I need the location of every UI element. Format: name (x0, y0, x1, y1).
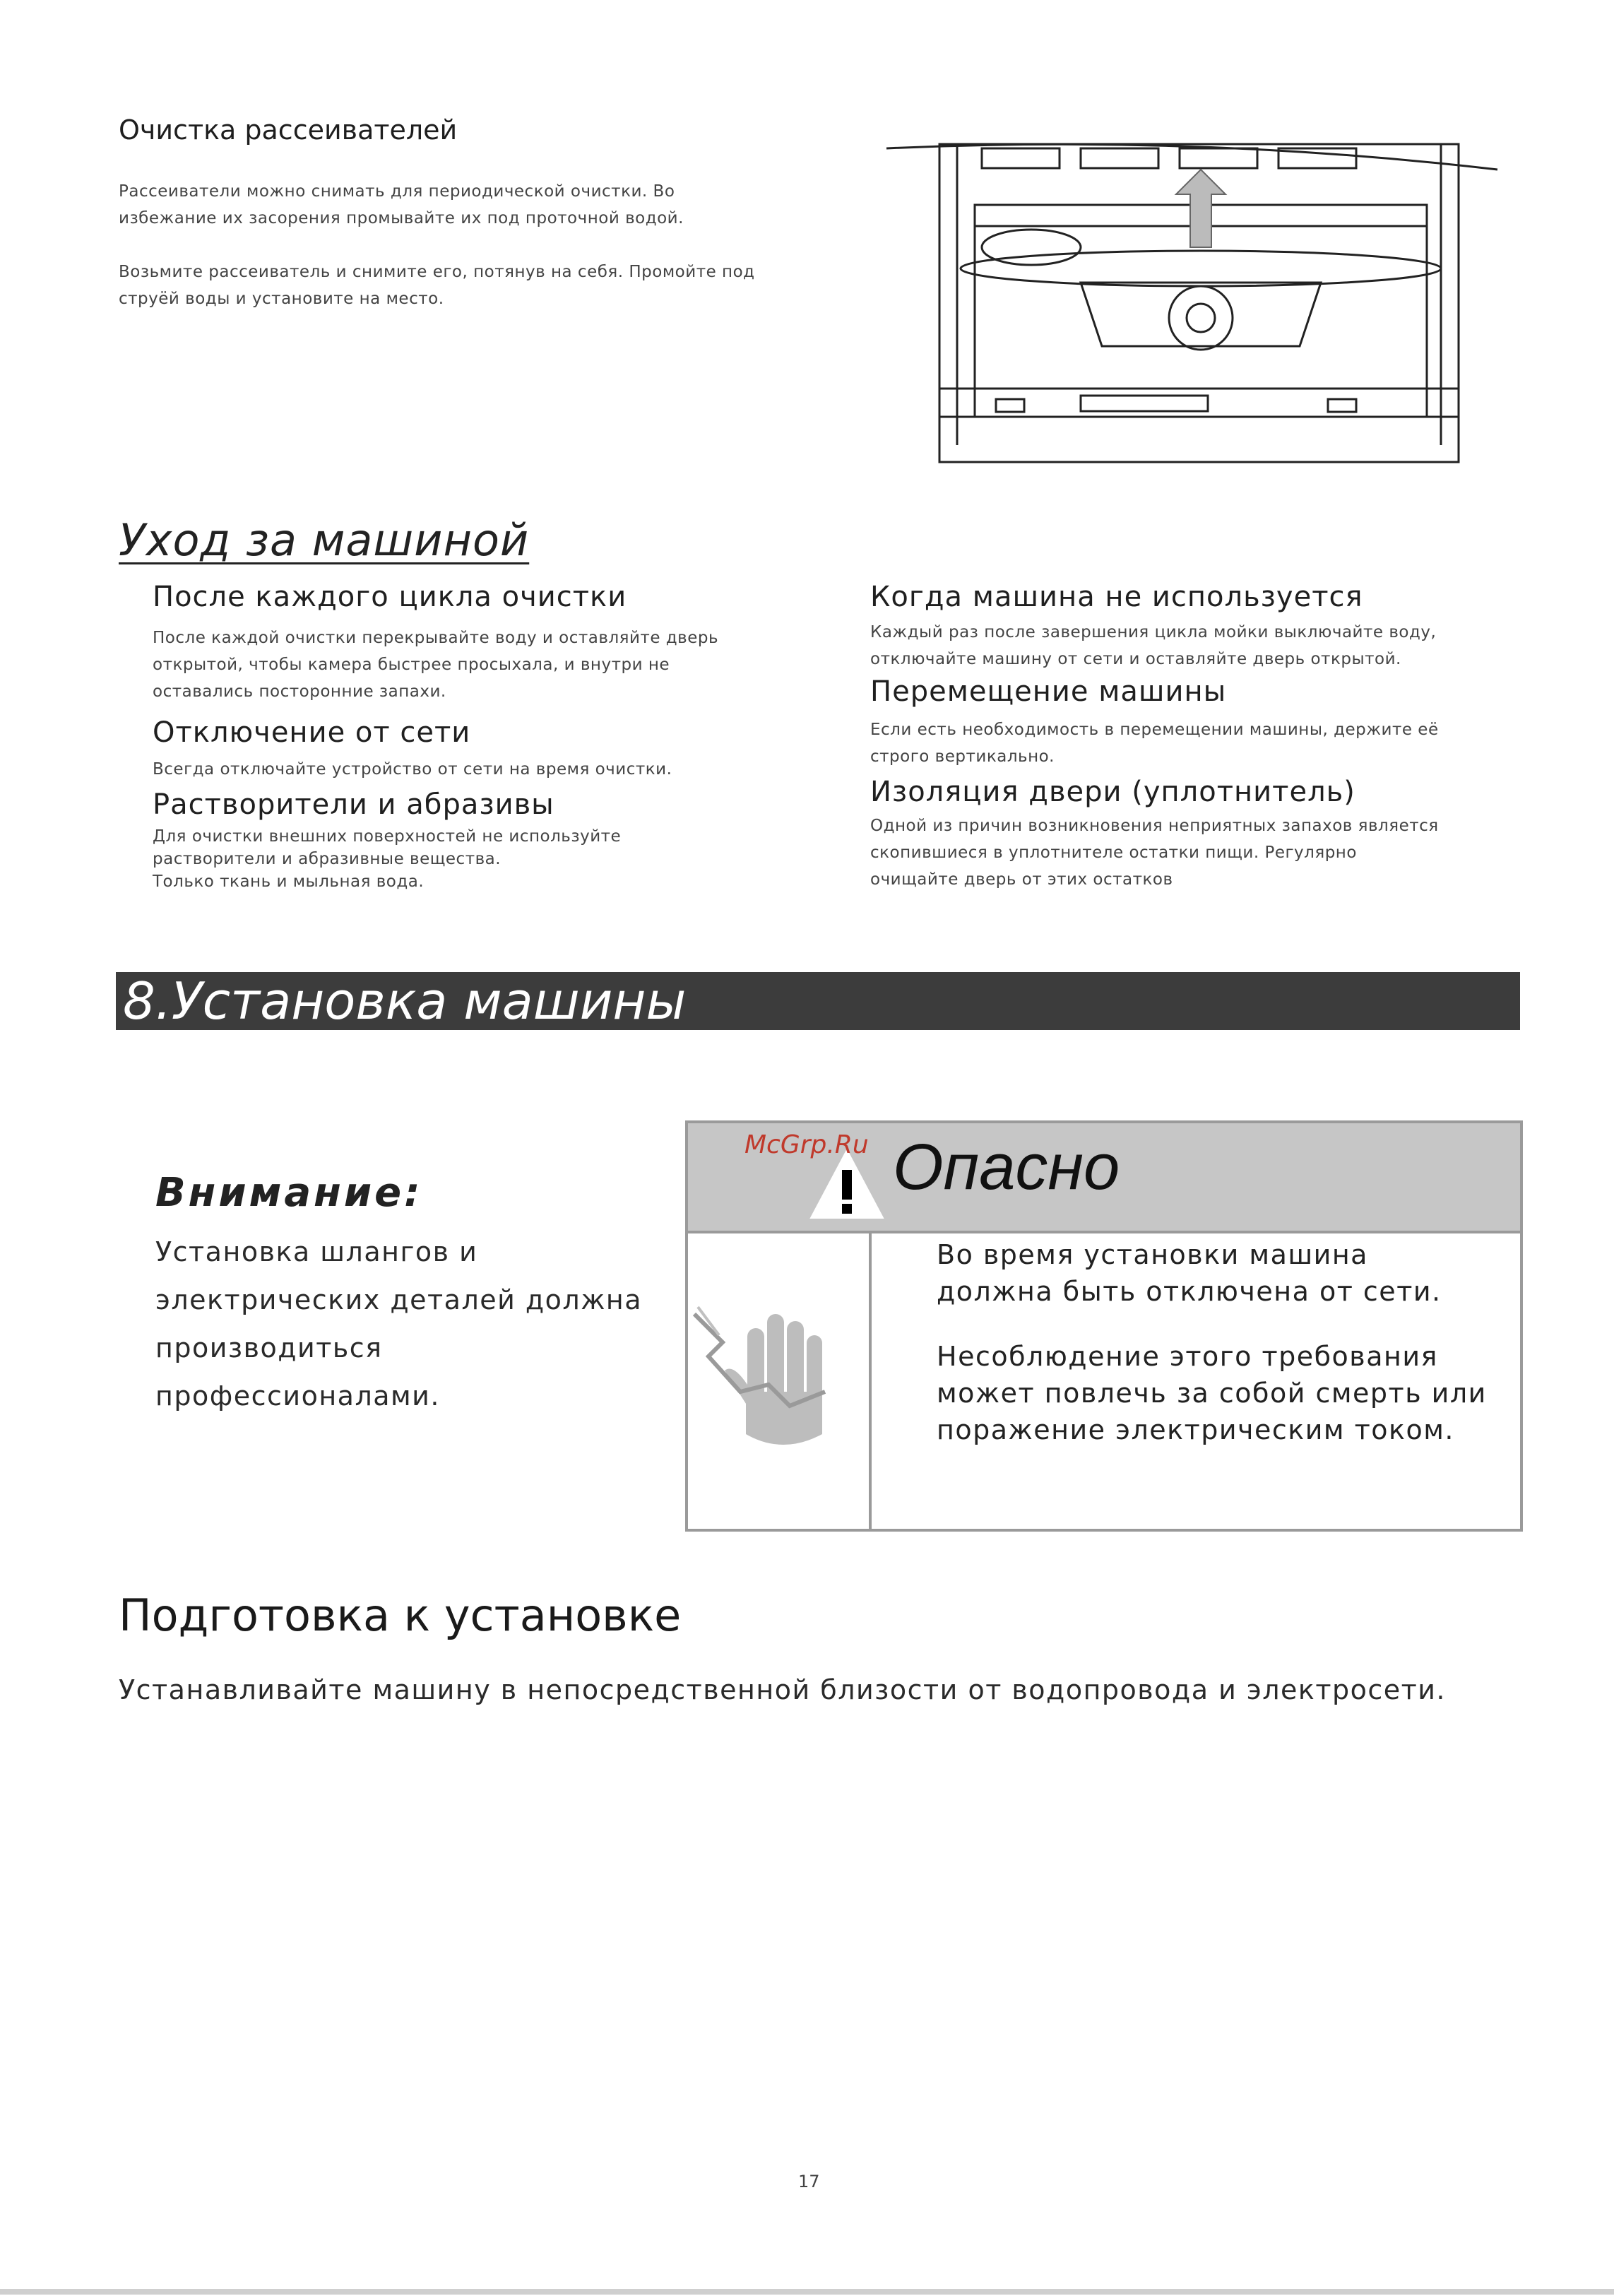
attention-title: Внимание: (155, 1170, 423, 1216)
care-text-door-seal: Одной из причин возникновения неприятных запахов является скопившиеся в уплотнителе остатки пищи. Регулярно очищайте дверь от этих остатков (870, 817, 1439, 889)
care-text-after-cycle: После каждой очистки перекрывайте воду и оставляйте дверь открытой, чтобы камера быстрее просыхала, и внутри не оставались посторонние запахи. (153, 629, 719, 701)
page-number: 17 (798, 2172, 820, 2191)
section-header-installation: 8.Установка машины (116, 972, 1520, 1030)
care-heading-solvents: Растворители и абразивы (153, 788, 554, 821)
page-bottom-edge (0, 2289, 1614, 2295)
care-text-solvents: Для очистки внешних поверхностей не используйте растворители и абразивные вещества. Только ткань и мыльная вода. (153, 827, 622, 891)
care-text-moving: Если есть необходимость в перемещении машины, держите её строго вертикально. (870, 721, 1439, 766)
electric-shock-hand-icon (691, 1286, 860, 1462)
cleaning-title: Очистка рассеивателей (119, 114, 458, 146)
care-text-not-in-use: Каждый раз после завершения цикла мойки выключайте воду, отключайте машину от сети и оставляйте дверь открытой. (870, 623, 1437, 668)
danger-text-disconnect: Во время установки машина должна быть отключена от сети. (937, 1239, 1442, 1307)
care-heading-moving: Перемещение машины (870, 675, 1227, 708)
danger-divider (869, 1231, 872, 1529)
care-heading-not-in-use: Когда машина не используется (870, 581, 1363, 613)
dishwasher-spray-arm-illustration (883, 134, 1505, 473)
care-heading-door-seal: Изоляция двери (уплотнитель) (870, 776, 1355, 808)
care-title: Уход за машиной (119, 514, 530, 566)
care-heading-after-cycle: После каждого цикла очистки (153, 581, 627, 613)
care-text-unplug: Всегда отключайте устройство от сети на время очистки. (153, 760, 672, 779)
watermark-text: McGrp.Ru (744, 1130, 869, 1159)
cleaning-paragraph-1: Рассеиватели можно снимать для периодической очистки. Во избежание их засорения промывайте их под проточной водой. (119, 182, 684, 227)
care-heading-unplug: Отключение от сети (153, 716, 471, 749)
care-left-column (153, 581, 824, 893)
danger-title: Опасно (893, 1131, 1120, 1203)
prep-title: Подготовка к установке (119, 1590, 682, 1641)
danger-header (688, 1123, 1520, 1233)
care-right-column (870, 581, 1577, 893)
attention-text: Установка шлангов и электрических деталей должна производиться профессионалами. (155, 1236, 643, 1412)
danger-warning-box (685, 1120, 1523, 1532)
cleaning-paragraph-2: Возьмите рассеиватель и снимите его, потянув на себя. Промойте под струёй воды и установите на место. (119, 263, 755, 308)
prep-text: Устанавливайте машину в непосредственной близости от водопровода и электросети. (119, 1674, 1447, 1705)
danger-text-consequence: Несоблюдение этого требования может повлечь за собой смерть или поражение электрическим током. (937, 1341, 1487, 1445)
